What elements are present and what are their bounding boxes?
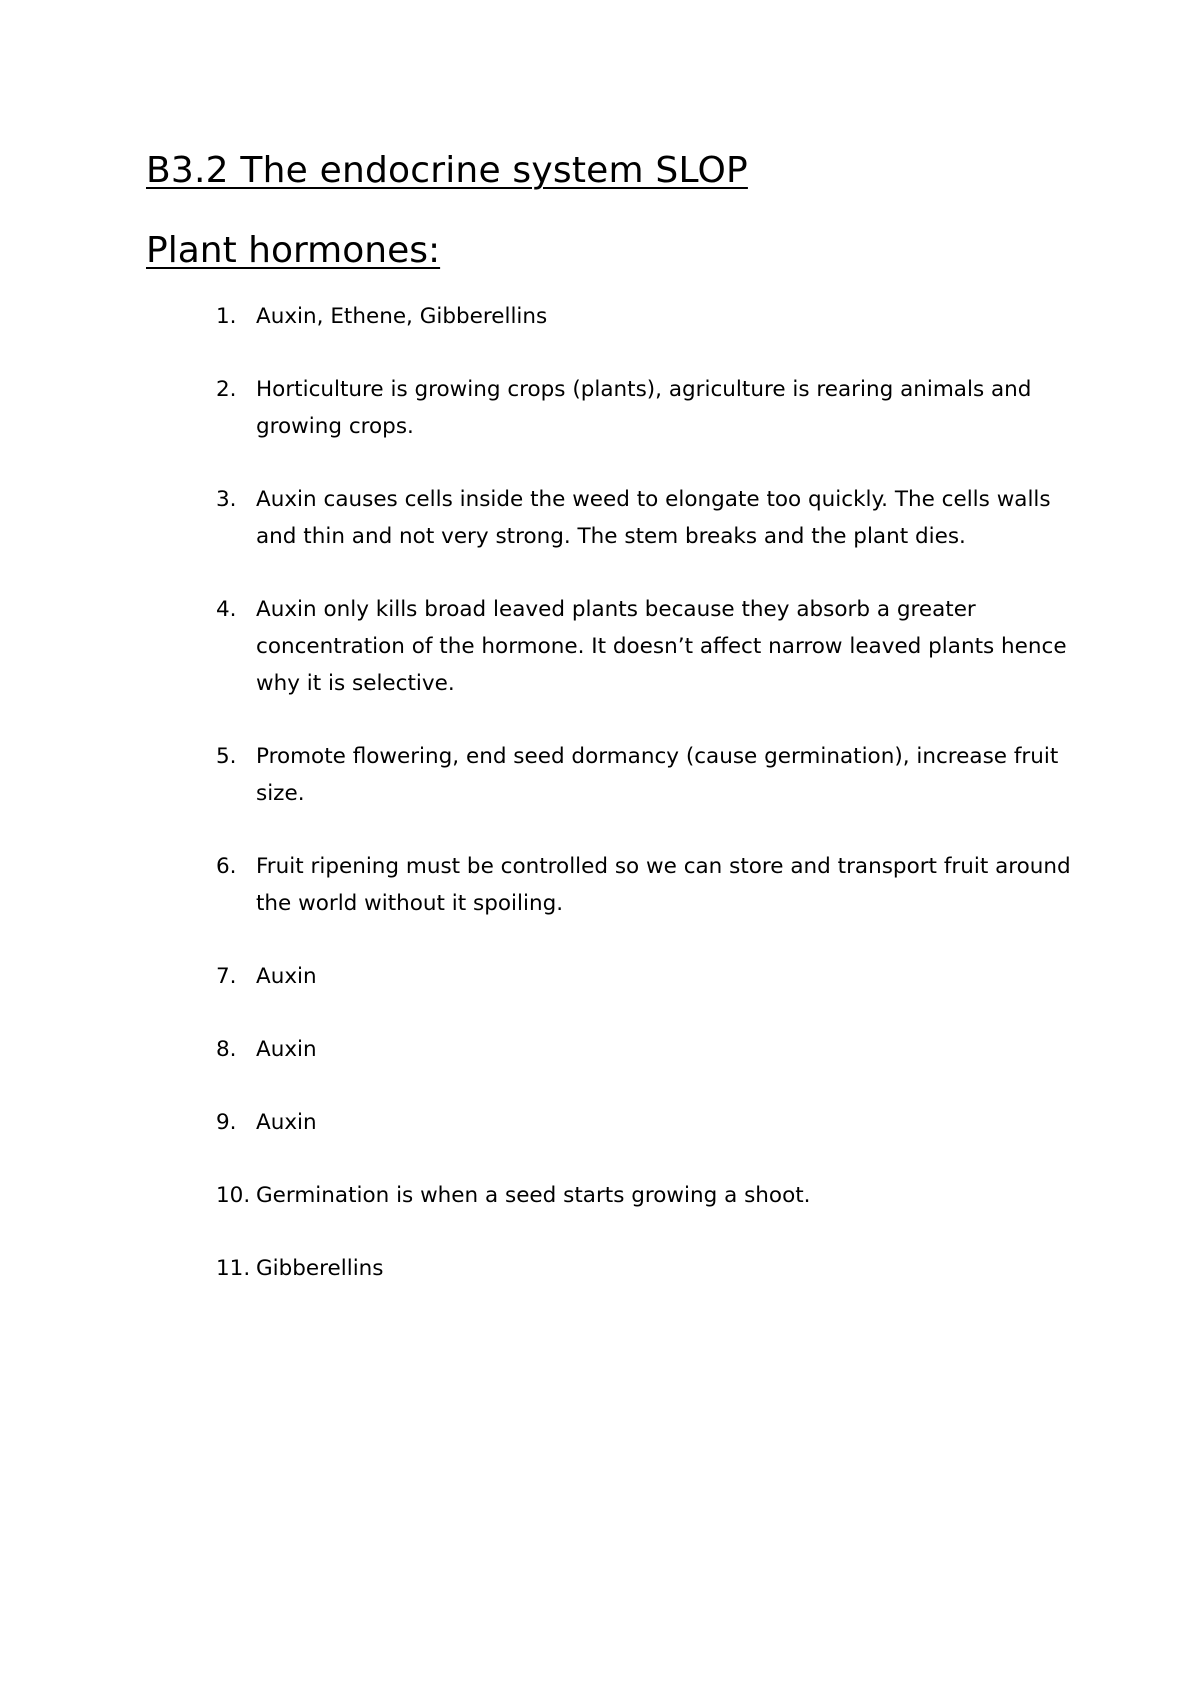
- list-item: [206, 481, 1086, 555]
- item-number: 4.: [216, 597, 237, 622]
- item-number: 5.: [216, 744, 237, 769]
- answer-list: [206, 298, 1086, 1323]
- item-number: 2.: [216, 377, 237, 402]
- section-heading: Plant hormones:: [146, 230, 441, 271]
- list-item: [206, 1031, 1086, 1068]
- list-item: [206, 298, 1086, 335]
- item-text: Gibberellins: [256, 1256, 384, 1281]
- item-text: Auxin: [256, 1037, 317, 1062]
- item-text: Fruit ripening must be controlled so we can store and transport fruit around the world without it spoiling.: [256, 854, 1071, 916]
- item-number: 8.: [216, 1037, 237, 1062]
- item-text: Germination is when a seed starts growing a shoot.: [256, 1183, 811, 1208]
- item-text: Horticulture is growing crops (plants), agriculture is rearing animals and growing crops.: [256, 377, 1032, 439]
- item-number: 3.: [216, 487, 237, 512]
- list-item: [206, 1104, 1086, 1141]
- list-item: [206, 738, 1086, 812]
- list-item: [206, 591, 1086, 702]
- item-number: 11.: [216, 1256, 251, 1281]
- item-text: Promote flowering, end seed dormancy (cause germination), increase fruit size.: [256, 744, 1059, 806]
- item-number: 6.: [216, 854, 237, 879]
- list-item: [206, 958, 1086, 995]
- document-title: B3.2 The endocrine system SLOP: [146, 150, 748, 191]
- list-item: [206, 371, 1086, 445]
- list-item: [206, 1250, 1086, 1287]
- list-item: [206, 1177, 1086, 1214]
- item-text: Auxin: [256, 1110, 317, 1135]
- item-text: Auxin causes cells inside the weed to elongate too quickly. The cells walls and thin and not very strong. The stem breaks and the plant dies.: [256, 487, 1051, 549]
- item-number: 7.: [216, 964, 237, 989]
- item-number: 1.: [216, 304, 237, 329]
- item-text: Auxin, Ethene, Gibberellins: [256, 304, 548, 329]
- item-number: 10.: [216, 1183, 251, 1208]
- item-text: Auxin: [256, 964, 317, 989]
- item-number: 9.: [216, 1110, 237, 1135]
- list-item: [206, 848, 1086, 922]
- item-text: Auxin only kills broad leaved plants because they absorb a greater concentration of the hormone. It doesn’t affect narrow leaved plants hence why it is selective.: [256, 597, 1067, 696]
